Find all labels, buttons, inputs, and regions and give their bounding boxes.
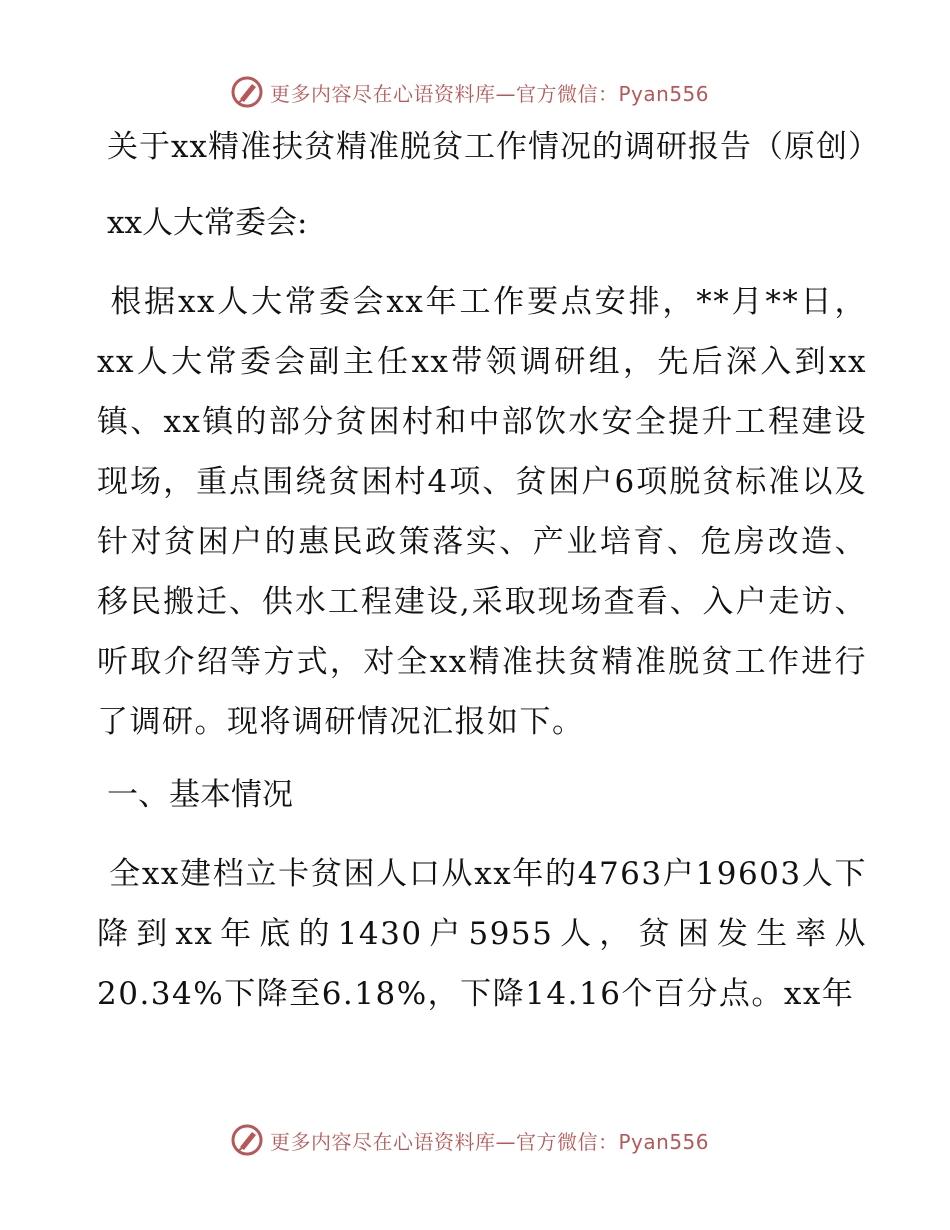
- section-heading: 一、基本情况: [107, 777, 293, 813]
- watermark-text: 更多内容尽在心语资料库—官方微信：Pyan556: [270, 81, 710, 106]
- watermark-banner-top: [230, 72, 730, 112]
- watermark-text: 更多内容尽在心语资料库—官方微信：Pyan556: [270, 1129, 710, 1154]
- pen-logo-icon: [230, 75, 264, 109]
- paragraph-basic-situation-text: 全xx建档立卡贫困人口从xx年的4763户19603人下降到xx年底的1430户5955人，贫困发生率从20.34%下降至6.18%，下降14.16个百分点。xx年: [97, 856, 867, 1012]
- document-body: [97, 118, 880, 1024]
- paragraph-intro: [97, 272, 867, 752]
- document-title: 关于xx精准扶贫精准脱贫工作情况的调研报告（原创）: [107, 129, 880, 165]
- salutation: xx人大常委会:: [107, 205, 308, 241]
- pen-logo-icon: [230, 1123, 264, 1157]
- paragraph-intro-text: 根据xx人大常委会xx年工作要点安排，**月**日，xx人大常委会副主任xx带领调研组，先后深入到xx镇、xx镇的部分贫困村和中部饮水安全提升工程建设现场，重点围绕贫困村4项、贫困户6项脱贫标准以及针对贫困户的惠民政策落实、产业培育、危房改造、移民搬迁、供水工程建设,采取现场查看、入户走访、听取介绍等方式，对全xx精准扶贫精准脱贫工作进行了调研。现将调研情况汇报如下。: [97, 284, 867, 740]
- watermark-banner-bottom: [230, 1120, 730, 1160]
- paragraph-basic-situation: [97, 844, 867, 1024]
